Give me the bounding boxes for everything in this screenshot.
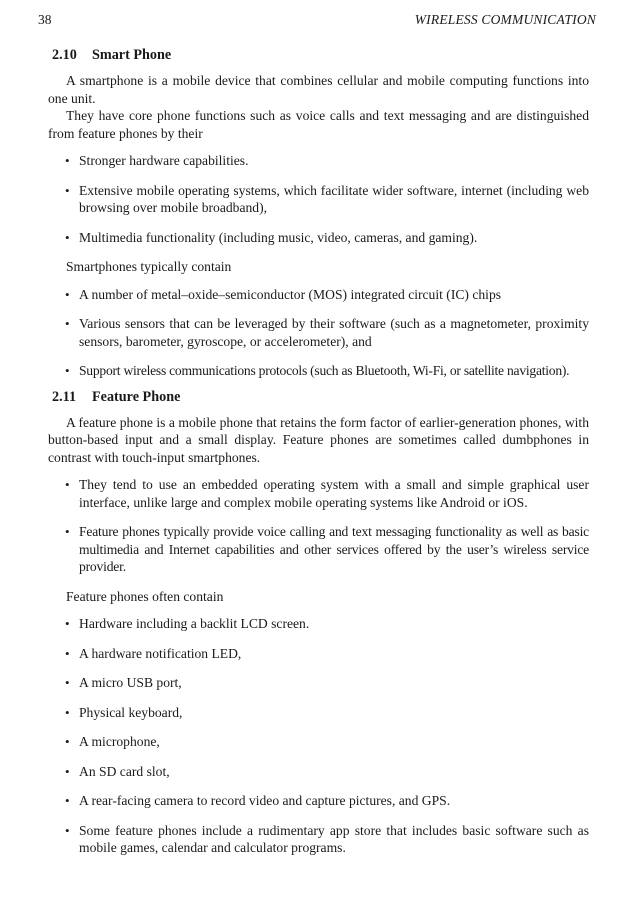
page-header — [38, 12, 598, 32]
section-number: 2.10 — [52, 47, 77, 63]
list-item — [48, 315, 589, 350]
list-item-text: An SD card slot, — [79, 763, 170, 779]
section-number: 2.11 — [52, 388, 77, 405]
list-item-text: A number of metal–oxide–semiconductor (MOS) integrated circuit (IC) chips — [79, 286, 502, 302]
bullet-icon: • — [65, 182, 70, 198]
list-item — [48, 362, 589, 380]
list-item-text: A rear-facing camera to record video and capture pictures, and GPS. — [79, 793, 451, 808]
bullet-icon: • — [65, 822, 70, 838]
bullet-icon: • — [65, 316, 70, 331]
bullet-icon: • — [65, 793, 70, 808]
bullet-icon: • — [65, 704, 70, 720]
list-item-text: A hardware notification LED, — [79, 645, 242, 661]
list-item — [48, 286, 589, 304]
list-item — [48, 822, 589, 857]
list-item — [48, 763, 589, 781]
list-item-text: Extensive mobile operating systems, which facilitate wider software, internet (including web browsing over mobile broadband), — [79, 182, 589, 215]
list-item — [48, 476, 589, 511]
list-item-text: Multimedia functionality (including music, video, cameras, and gaming). — [79, 229, 478, 245]
list-item-text: Support wireless communications protocols (such as Bluetooth, Wi-Fi, or satellite navigation). — [79, 363, 570, 378]
section-heading-smart-phone — [52, 46, 589, 64]
list-item — [48, 704, 589, 722]
bullet-list — [48, 615, 589, 857]
bullet-icon: • — [65, 286, 70, 302]
bullet-icon: • — [65, 153, 70, 168]
list-item — [48, 733, 589, 751]
paragraph: A feature phone is a mobile phone that retains the form factor of earlier-generation phones, with button-based input and a small display. Feature phones are sometimes called dumbphones in contrast with touch-input smartphones. — [48, 414, 589, 465]
section-title: Feature Phone — [92, 388, 181, 405]
list-item-text: They tend to use an embedded operating system with a small and simple graphical user interface, unlike large and complex mobile operating systems like Android or iOS. — [79, 477, 589, 510]
list-item — [48, 229, 589, 247]
bullet-icon: • — [65, 645, 70, 661]
bullet-icon: • — [65, 675, 70, 690]
list-item — [48, 523, 589, 576]
running-title: WIRELESS COMMUNICATION — [414, 12, 596, 27]
bullet-list — [48, 286, 589, 380]
bullet-list — [48, 152, 589, 246]
list-item — [48, 674, 589, 692]
list-item — [48, 645, 589, 663]
list-item-text: Various sensors that can be leveraged by their software (such as a magnetometer, proximity sensors, barometer, gyroscope, or accelerometer), and — [79, 316, 589, 349]
bullet-icon: • — [65, 734, 70, 749]
list-item-text: Stronger hardware capabilities. — [79, 153, 249, 168]
paragraph: They have core phone functions such as voice calls and text messaging and are distinguished from feature phones by their — [48, 108, 589, 141]
list-item — [48, 615, 589, 633]
lead-text: Feature phones often contain — [66, 588, 224, 604]
list-item — [48, 792, 589, 810]
list-item-text: Some feature phones include a rudimentary app store that includes basic software such as mobile games, calendar and calculator programs. — [79, 822, 589, 855]
bullet-icon: • — [65, 616, 70, 631]
lead-text: Smartphones typically contain — [66, 259, 232, 274]
section-title: Smart Phone — [92, 47, 172, 63]
list-item-text: Physical keyboard, — [79, 704, 183, 720]
bullet-icon: • — [65, 763, 70, 779]
list-item-text: A micro USB port, — [79, 675, 182, 690]
section-heading-feature-phone — [52, 388, 589, 406]
list-item — [48, 182, 589, 217]
list-item-text: A microphone, — [79, 734, 160, 749]
list-item — [48, 152, 589, 170]
bullet-list — [48, 476, 589, 576]
bullet-icon: • — [65, 363, 70, 378]
paragraph: A smartphone is a mobile device that combines cellular and mobile computing functions into one unit. — [48, 73, 589, 106]
list-item-text: Hardware including a backlit LCD screen. — [79, 616, 310, 631]
bullet-icon: • — [65, 477, 70, 492]
bullet-icon: • — [65, 229, 70, 245]
bullet-icon: • — [65, 524, 70, 539]
page-content — [48, 46, 589, 857]
list-item-text: Feature phones typically provide voice calling and text messaging functionality as well as basic multimedia and Internet capabilities and other services offered by the user’s wireless service provider. — [79, 524, 589, 574]
page-number: 38 — [38, 12, 52, 27]
